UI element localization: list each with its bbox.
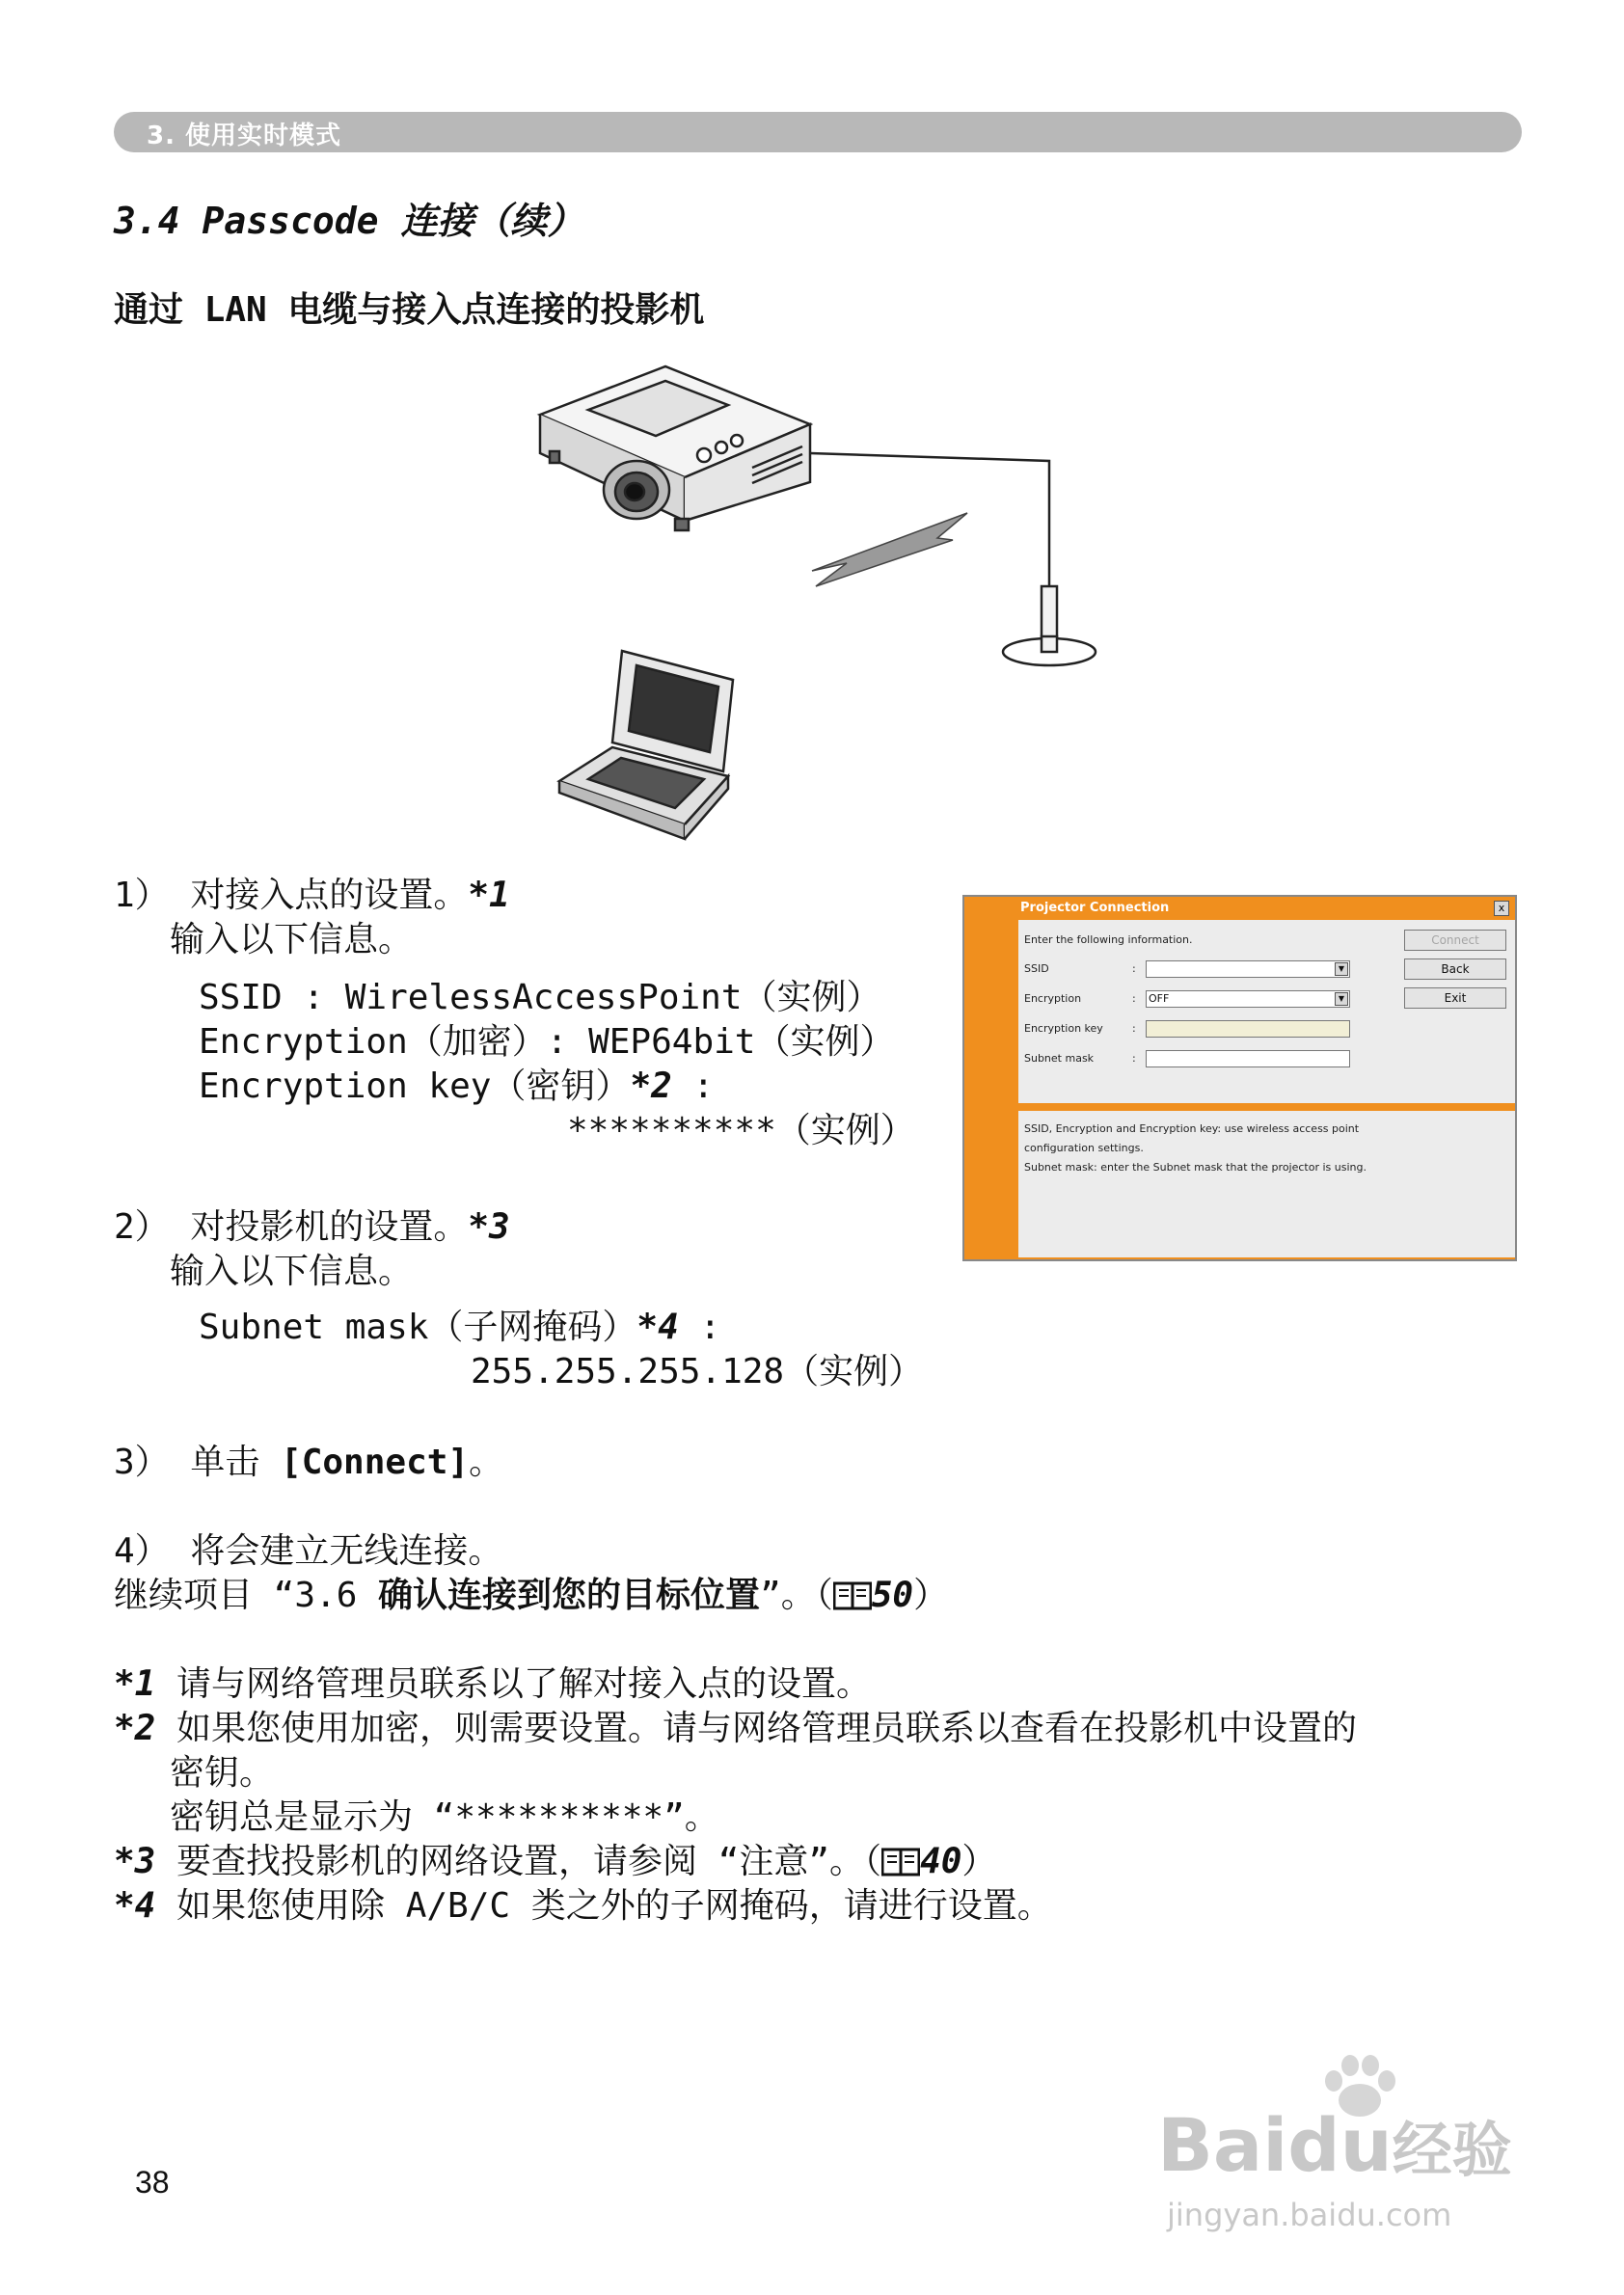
encryption-value: OFF [1149,992,1170,1005]
step-1 [114,874,510,918]
dialog-title: Projector Connection [964,897,1515,920]
wireless-bolt-icon [812,513,967,586]
footnote-ref-1[interactable]: *1 [468,876,510,915]
continue-suffix: ”。（ [760,1576,833,1615]
encryption-label: Encryption [1024,992,1082,1005]
step-3-suffix: 。 [469,1443,504,1482]
dialog-help-panel [1018,1111,1515,1257]
note-2-line3: 密钥总是显示为 “**********”。 [170,1797,719,1837]
encryption-key-label: Encryption key [1024,1022,1103,1035]
back-button[interactable]: Back [1404,958,1506,980]
ssid-label: SSID [1024,962,1049,975]
page-ref-50[interactable]: 50 [871,1576,914,1615]
chevron-down-icon[interactable]: ▼ [1335,992,1348,1006]
projector-connection-dialog [962,895,1517,1261]
dialog-intro: Enter the following information. [1024,933,1193,946]
colon: : [678,1308,721,1347]
step-3-text: 3） 单击 [114,1443,282,1482]
note-2 [114,1707,1357,1751]
note-3-text: 要查找投影机的网络设置，请参阅 “注意”。（ [155,1842,882,1881]
step-4: 4） 将会建立无线连接。 [114,1531,503,1571]
help-line-2: configuration settings. [1024,1142,1144,1154]
book-icon [881,1844,920,1873]
laptop-icon [559,651,733,839]
step-2-text: 2） 对投影机的设置。 [114,1207,469,1247]
access-point-icon [1003,586,1096,665]
paren-close: ） [961,1842,997,1881]
paren-close: ） [913,1576,949,1615]
colon: : [1132,1022,1136,1035]
step-2 [114,1205,510,1250]
dialog-form-panel [1018,920,1515,1103]
step-4-continue [114,1574,948,1618]
book-icon [833,1578,872,1606]
dialog-close-button[interactable]: x [1494,901,1509,916]
help-line-3: Subnet mask: enter the Subnet mask that the projector is using. [1024,1161,1367,1174]
step-3 [114,1441,503,1485]
step-2-line2: 输入以下信息。 [170,1252,414,1291]
connect-button[interactable]: Connect [1404,930,1506,951]
connect-label: [Connect] [281,1443,470,1482]
colon: : [671,1066,715,1106]
note-1-text: 请与网络管理员联系以了解对接入点的设置。 [155,1664,872,1704]
footnote-ref-3[interactable]: *3 [468,1207,510,1247]
colon: : [1132,962,1136,975]
section-header-label: 3. 使用实时模式 [147,122,342,150]
colon: : [1132,1052,1136,1065]
step-1-line2: 输入以下信息。 [170,920,414,959]
encryption-key-example: **********（实例） [567,1111,915,1150]
subnet-mask-input[interactable] [1146,1050,1350,1067]
watermark-brand [1157,2102,1512,2188]
projector-icon [540,366,810,530]
connection-illustration [521,347,1119,849]
watermark-brand-b: du [1287,2102,1393,2188]
subnet-mask-line [199,1306,720,1350]
encryption-key-label: Encryption key（密钥） [199,1066,631,1106]
step-1-text: 1） 对接入点的设置。 [114,876,469,915]
baidu-watermark [1157,2054,1562,2237]
watermark-brand-a: Bai [1157,2102,1288,2188]
note-2-text: 如果您使用加密，则需要设置。请与网络管理员联系以查看在投影机中设置的 [155,1709,1358,1748]
exit-button[interactable]: Exit [1404,987,1506,1009]
help-line-1: SSID, Encryption and Encryption key: use wireless access point [1024,1122,1360,1135]
ssid-example: SSID : WirelessAccessPoint（实例） [199,978,881,1017]
note-1-mark: *1 [114,1664,156,1704]
encryption-select[interactable] [1146,990,1350,1008]
ssid-select[interactable] [1146,960,1350,978]
colon: : [1132,992,1136,1005]
note-3-mark: *3 [114,1842,156,1881]
continue-text: 继续项目 “3.6 [114,1576,379,1615]
subnet-mask-label: Subnet mask [1024,1052,1095,1065]
section-link-3-6[interactable]: 确认连接到您的目标位置 [378,1576,761,1615]
subnet-mask-example: 255.255.255.128（实例） [471,1352,924,1391]
note-1 [114,1662,871,1707]
chevron-down-icon[interactable]: ▼ [1335,962,1348,976]
note-4-mark: *4 [114,1886,156,1926]
page-ref-40[interactable]: 40 [920,1842,962,1881]
note-2-line2: 密钥。 [170,1753,275,1793]
note-3 [114,1840,996,1884]
encryption-key-line [199,1065,714,1109]
subsection-title: 通过 LAN 电缆与接入点连接的投影机 [114,290,705,330]
footnote-ref-4[interactable]: *4 [636,1308,679,1347]
note-4 [114,1884,1052,1929]
note-4-text: 如果您使用除 A/B/C 类之外的子网掩码，请进行设置。 [155,1886,1052,1926]
encryption-example: Encryption（加密）: WEP64bit（实例） [199,1022,895,1062]
note-2-mark: *2 [114,1709,156,1748]
footnote-ref-2[interactable]: *2 [630,1066,672,1106]
encryption-key-input[interactable] [1146,1020,1350,1038]
watermark-url: jingyan.baidu.com [1167,2197,1452,2233]
watermark-cn: 经验 [1392,2115,1512,2185]
subnet-mask-label: Subnet mask（子网掩码） [199,1308,637,1347]
page-number: 38 [135,2165,170,2200]
page-title: 3.4 Passcode 连接（续） [114,200,584,242]
